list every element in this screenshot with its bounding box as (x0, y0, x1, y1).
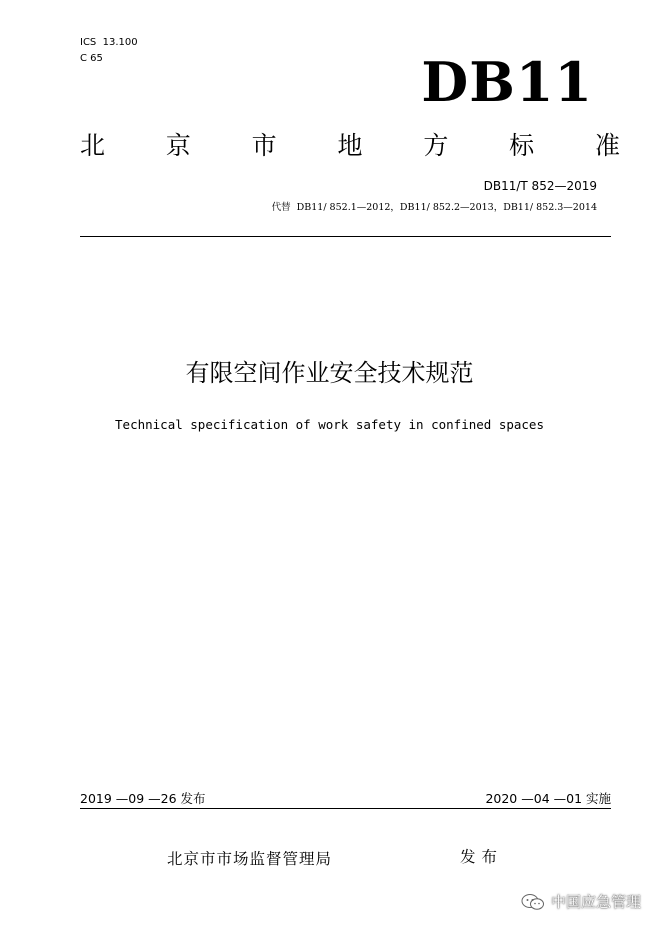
standard-classification (80, 130, 620, 162)
standard-class-char: 地 (337, 131, 363, 160)
title-english: Technical specification of work safety in confined spaces (115, 417, 544, 432)
standard-class-char: 北 (80, 131, 106, 160)
footer-divider (80, 808, 611, 809)
standard-class-char: 方 (423, 131, 449, 160)
standard-number: DB11/T 852—2019 (483, 179, 597, 193)
standard-class-char: 市 (251, 131, 277, 160)
watermark-text: 中国应急管理 (550, 893, 641, 911)
replaces-note: 代替 DB11/ 852.1—2012，DB11/ 852.2—2013，DB11/ 852.3—2014 (271, 202, 597, 213)
publish-label: 发布 (460, 848, 504, 866)
title-chinese: 有限空间作业安全技术规范 (185, 359, 474, 387)
header-divider (80, 236, 611, 237)
standard-class-char: 京 (165, 131, 191, 160)
issue-date: 2019 —09 —26 发布 (80, 791, 206, 806)
ics-code: ICS 13.100 (80, 37, 138, 48)
db11-logo: DB11 (421, 50, 593, 114)
standard-class-char: 标 (509, 131, 535, 160)
issuing-authority: 北京市市场监督管理局 (167, 850, 333, 868)
watermark (521, 891, 641, 913)
ccs-code: C 65 (80, 53, 103, 64)
wechat-icon (521, 893, 545, 911)
standard-class-char: 准 (594, 131, 620, 160)
implementation-date: 2020 —04 —01 实施 (485, 791, 611, 806)
